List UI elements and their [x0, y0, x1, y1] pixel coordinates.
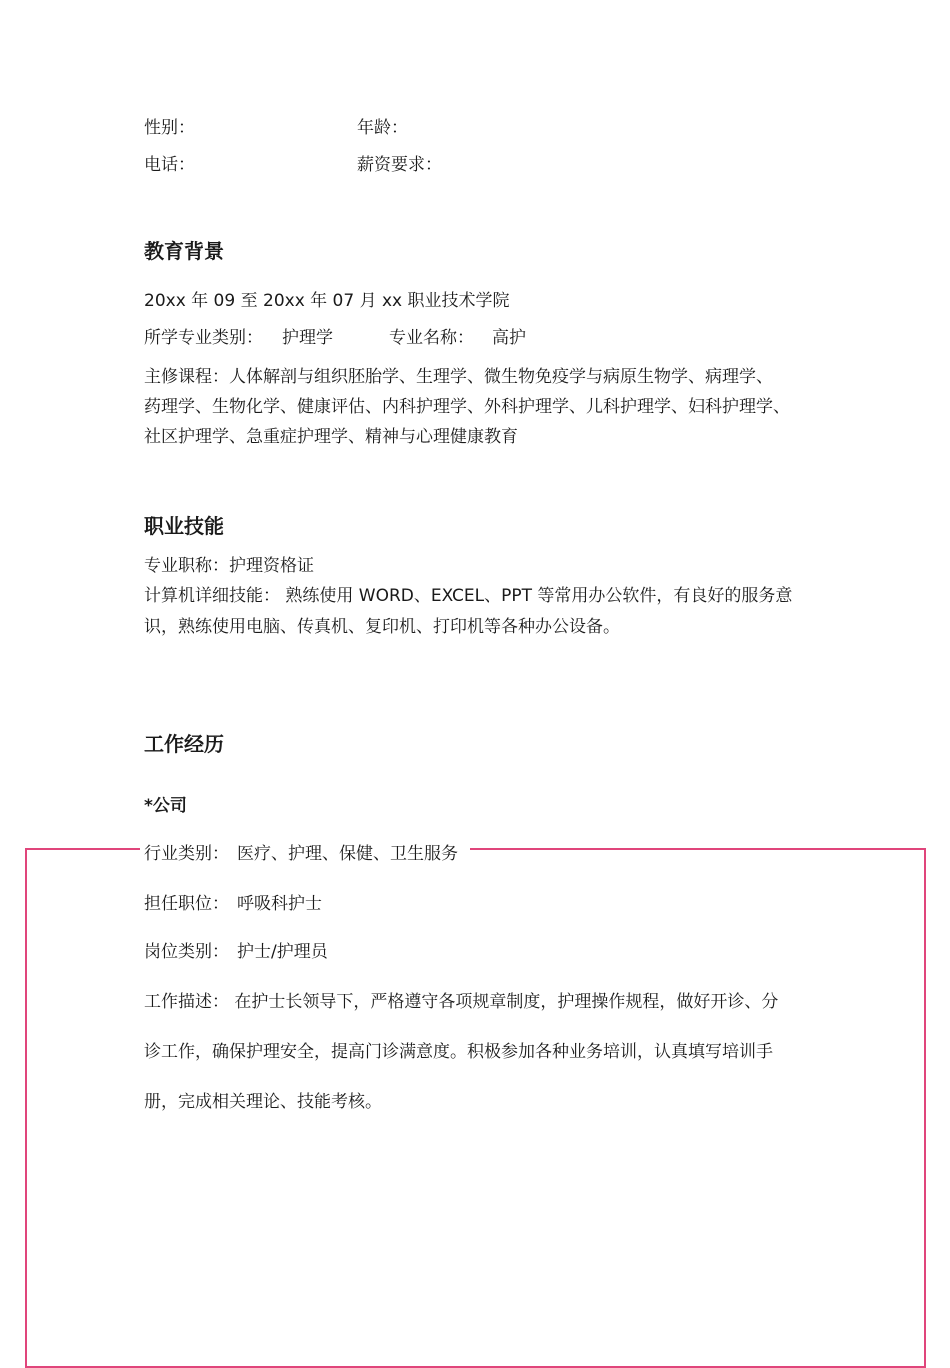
age-label: 年龄： — [357, 118, 408, 138]
phone-label: 电话： — [144, 155, 195, 175]
education-heading: 教育背景 — [144, 239, 224, 263]
computer-skills-line-1: 计算机详细技能： 熟练使用 WORD、EXCEL、PPT 等常用办公软件，有良好的服务意 — [144, 586, 793, 606]
major-category-value: 护理学 — [282, 328, 333, 348]
major-name-value: 高护 — [492, 328, 526, 348]
work-description-line-1: 工作描述： 在护士长领导下，严格遵守各项规章制度，护理操作规程，做好开诊、分 — [144, 992, 779, 1012]
skills-heading: 职业技能 — [144, 514, 224, 538]
job-category-value: 护士/护理员 — [237, 942, 328, 962]
computer-skills-line-2: 识，熟练使用电脑、传真机、复印机、打印机等各种办公设备。 — [144, 617, 620, 637]
position-label: 担任职位： — [144, 894, 229, 914]
major-name-label: 专业名称： — [389, 328, 474, 348]
courses-line-2: 药理学、生物化学、健康评估、内科护理学、外科护理学、儿科护理学、妇科护理学、 — [144, 397, 790, 417]
gender-label: 性别： — [144, 118, 195, 138]
major-category-label: 所学专业类别： — [144, 328, 263, 348]
education-school: xx 职业技术学院 — [382, 291, 510, 311]
position-value: 呼吸科护士 — [237, 894, 322, 914]
job-category-label: 岗位类别： — [144, 942, 229, 962]
industry-value: 医疗、护理、保健、卫生服务 — [237, 844, 458, 864]
industry-label: 行业类别： — [144, 844, 229, 864]
skills-title-line: 专业职称：护理资格证 — [144, 556, 314, 576]
work-description-line-3: 册，完成相关理论、技能考核。 — [144, 1092, 382, 1112]
education-period: 20xx 年 09 至 20xx 年 07 月 — [144, 291, 377, 311]
courses-line-1: 主修课程：人体解剖与组织胚胎学、生理学、微生物免疫学与病原生物学、病理学、 — [144, 367, 773, 387]
salary-label: 薪资要求： — [357, 155, 442, 175]
company-name: *公司 — [144, 796, 187, 816]
courses-line-3: 社区护理学、急重症护理学、精神与心理健康教育 — [144, 427, 518, 447]
work-description-line-2: 诊工作，确保护理安全，提高门诊满意度。积极参加各种业务培训，认真填写培训手 — [144, 1042, 773, 1062]
work-heading: 工作经历 — [144, 732, 224, 756]
